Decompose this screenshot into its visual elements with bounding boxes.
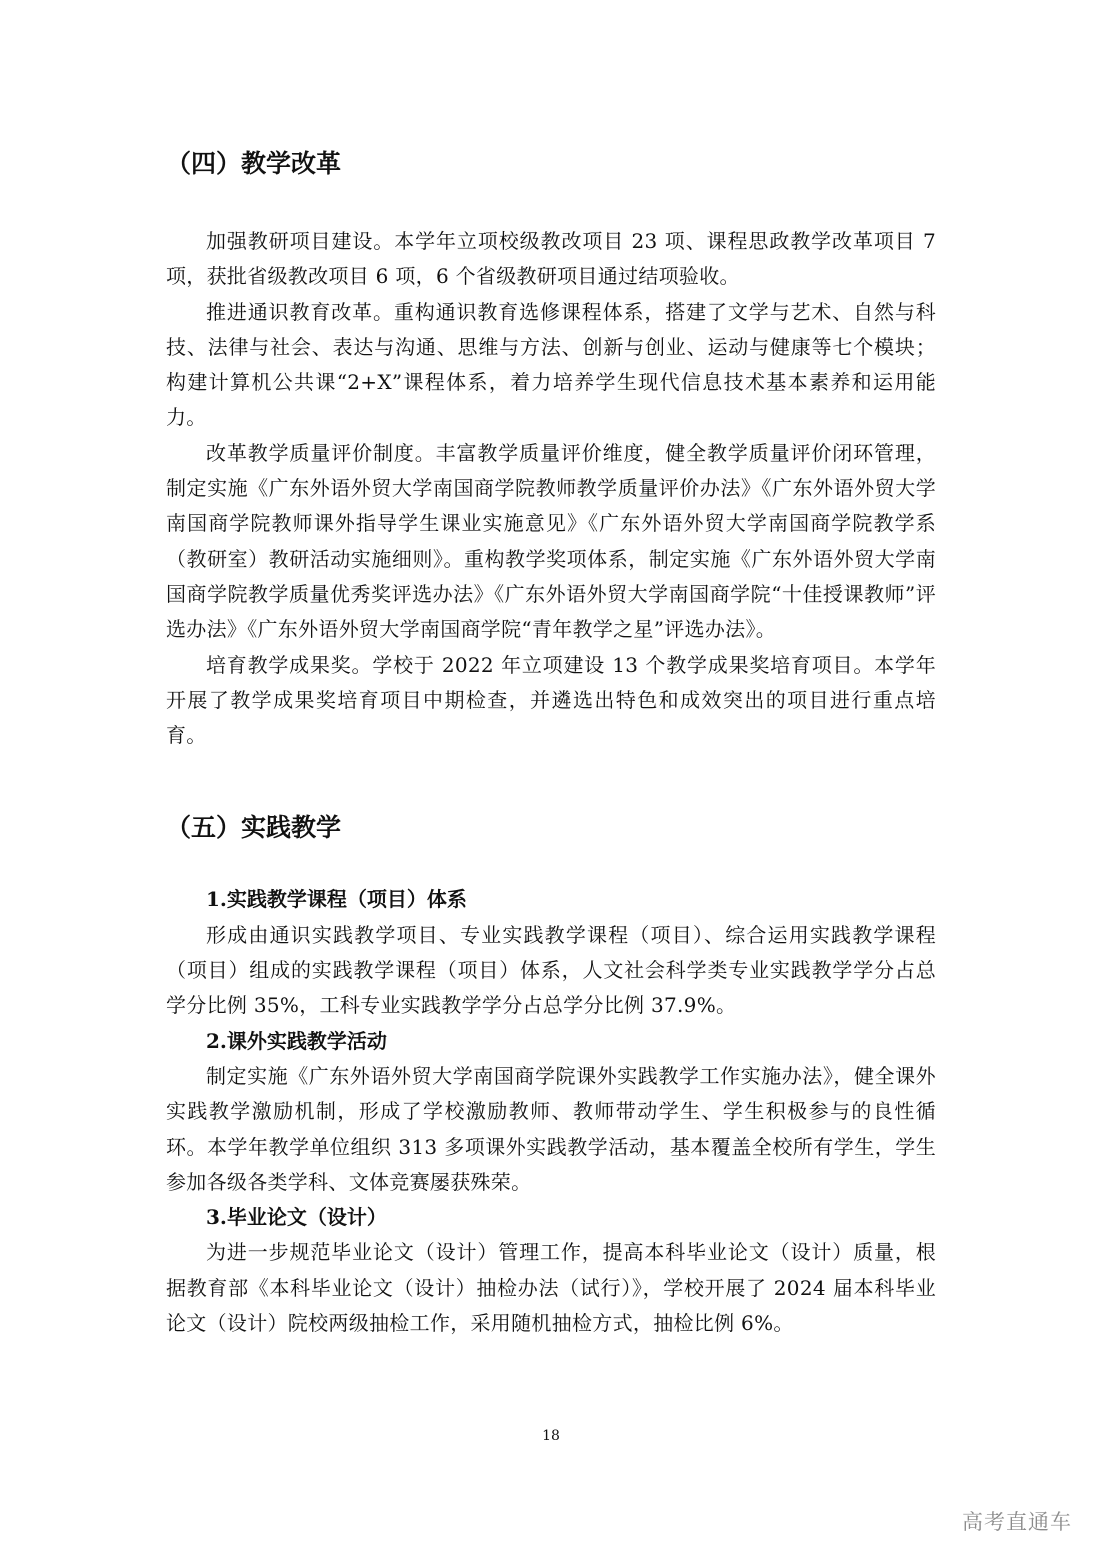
paragraph-quality-evaluation: 改革教学质量评价制度。丰富教学质量评价维度，健全教学质量评价闭环管理，制定实施《广东外语外贸大学南国商学院教师教学质量评价办法》《广东外语外贸大学南国商学院教师课外指导学生课业实施意见》《广东外语外贸大学南国商学院教学系（教研室）教研活动实施细则》。重构教学奖项体系，制定实施《广东外语外贸大学南国商学院教学质量优秀奖评选办法》《广东外语外贸大学南国商学院“十佳授课教师”评选办法》《广东外语外贸大学南国商学院“青年教学之星”评选办法》。	[166, 440, 936, 642]
watermark-text: 高考直通车	[962, 1510, 1072, 1534]
page-number: 18	[542, 1428, 560, 1444]
paragraph-extracurricular-practice: 制定实施《广东外语外贸大学南国商学院课外实践教学工作实施办法》，健全课外实践教学激励机制，形成了学校激励教师、教师带动学生、学生积极参与的良性循环。本学年教学单位组织 313 多项课外实践教学活动，基本覆盖全校所有学生，学生参加各级各类学科、文体竞赛屡获殊荣。	[166, 1063, 936, 1194]
section-heading-teaching-reform: （四）教学改革	[166, 149, 342, 178]
paragraph-general-education: 推进通识教育改革。重构通识教育选修课程体系，搭建了文学与艺术、自然与科技、法律与社会、表达与沟通、思维与方法、创新与创业、运动与健康等七个模块；构建计算机公共课“2+X”课程体系，着力培养学生现代信息技术基本素养和运用能力。	[166, 299, 936, 430]
document-body	[166, 140, 936, 1341]
paragraph-practice-course-system: 形成由通识实践教学项目、专业实践教学课程（项目）、综合运用实践教学课程（项目）组成的实践教学课程（项目）体系，人文社会科学类专业实践教学学分占总学分比例 35%，工科专业实践教学学分占总学分比例 37.9%。	[166, 922, 936, 1018]
subheading-graduation-thesis: 3.毕业论文（设计）	[206, 1205, 387, 1230]
paragraph-research-projects: 加强教研项目建设。本学年立项校级教改项目 23 项、课程思政教学改革项目 7 项，获批省级教改项目 6 项，6 个省级教研项目通过结项验收。	[166, 229, 936, 289]
paragraph-graduation-thesis: 为进一步规范毕业论文（设计）管理工作，提高本科毕业论文（设计）质量，根据教育部《本科毕业论文（设计）抽检办法（试行）》，学校开展了 2024 届本科毕业论文（设计）院校两级抽检工作，采用随机抽检方式，抽检比例 6%。	[166, 1240, 936, 1336]
paragraph-teaching-awards: 培育教学成果奖。学校于 2022 年立项建设 13 个教学成果奖培育项目。本学年开展了教学成果奖培育项目中期检查，并遴选出特色和成效突出的项目进行重点培育。	[166, 652, 936, 748]
subheading-practice-course-system: 1.实践教学课程（项目）体系	[206, 887, 467, 912]
subheading-extracurricular-practice: 2.课外实践教学活动	[206, 1028, 387, 1053]
section-heading-practical-teaching: （五）实践教学	[166, 813, 342, 843]
